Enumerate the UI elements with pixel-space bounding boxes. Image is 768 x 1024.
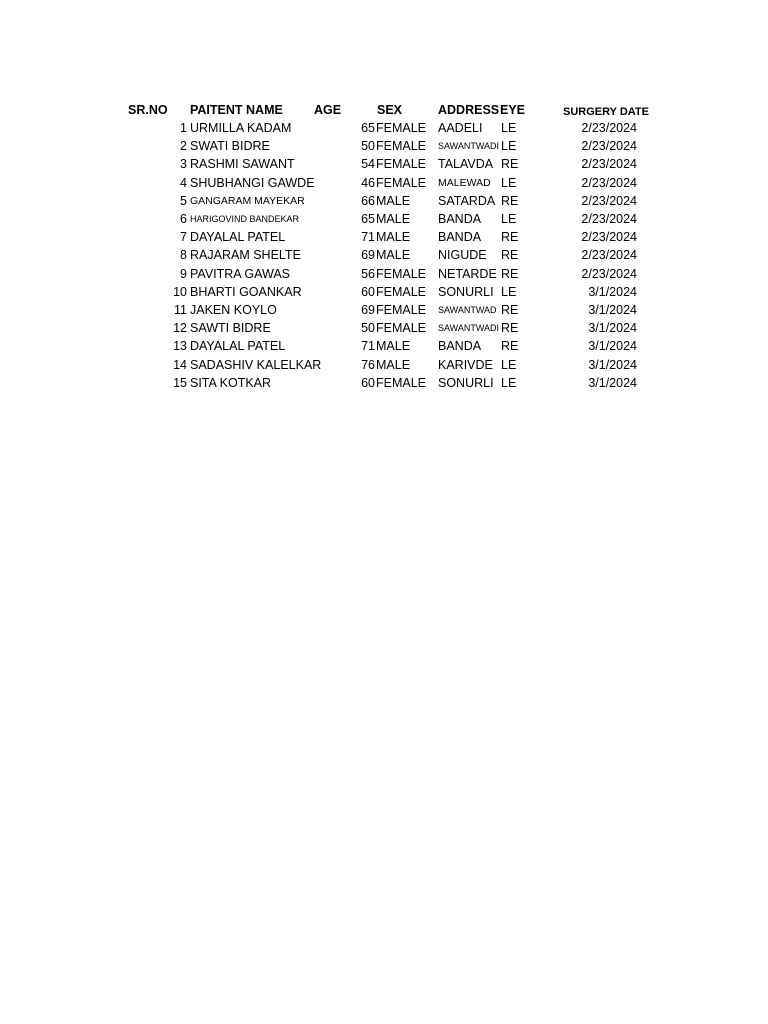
- cell-name: JAKEN KOYLO: [190, 303, 277, 317]
- cell-sex: MALE: [376, 248, 411, 263]
- cell-srno: 12: [173, 321, 187, 336]
- cell-eye: RE: [501, 193, 519, 208]
- header-address: ADDRESS: [438, 103, 500, 117]
- cell-name: URMILLA KADAM: [190, 121, 292, 135]
- cell-eye: RE: [501, 230, 519, 245]
- cell-address: BANDA: [438, 212, 482, 226]
- cell-age: 54: [361, 157, 375, 172]
- cell-age: 69: [361, 303, 375, 317]
- cell-srno: 15: [173, 375, 187, 390]
- cell-sex: MALE: [376, 193, 411, 208]
- cell-name: SADASHIV KALELKAR: [190, 357, 322, 372]
- cell-srno: 6: [180, 212, 187, 226]
- cell-surgery-date: 3/1/2024: [588, 339, 637, 354]
- cell-name: RASHMI SAWANT: [190, 157, 295, 172]
- cell-surgery-date: 2/23/2024: [581, 248, 637, 263]
- cell-surgery-date: 2/23/2024: [581, 193, 637, 208]
- cell-address: SAWANTWADI: [438, 323, 499, 334]
- cell-age: 69: [361, 248, 375, 263]
- cell-eye: LE: [501, 284, 517, 299]
- cell-sex: FEMALE: [376, 375, 427, 390]
- header-eye: EYE: [500, 103, 526, 117]
- cell-srno: 2: [180, 139, 187, 154]
- cell-age: 50: [361, 321, 375, 336]
- cell-srno: 7: [180, 230, 187, 245]
- cell-srno: 8: [180, 248, 187, 263]
- cell-srno: 5: [180, 193, 187, 208]
- cell-srno: 10: [173, 284, 187, 299]
- cell-name: HARIGOVIND BANDEKAR: [190, 214, 300, 224]
- cell-eye: RE: [501, 248, 519, 263]
- cell-address: MALEWAD: [438, 176, 491, 189]
- cell-eye: LE: [501, 121, 517, 135]
- cell-age: 46: [361, 175, 375, 190]
- cell-surgery-date: 3/1/2024: [588, 303, 637, 317]
- header-srno: SR.NO: [128, 103, 168, 117]
- cell-address: NIGUDE: [438, 248, 487, 263]
- cell-surgery-date: 2/23/2024: [581, 266, 637, 281]
- cell-age: 56: [361, 266, 375, 281]
- cell-address: TALAVDA: [438, 157, 494, 172]
- cell-eye: LE: [501, 375, 517, 390]
- cell-eye: LE: [501, 175, 517, 190]
- cell-address: AADELI: [438, 121, 483, 135]
- cell-surgery-date: 2/23/2024: [581, 139, 637, 154]
- cell-eye: RE: [501, 321, 519, 336]
- cell-srno: 9: [180, 266, 187, 281]
- cell-name: PAVITRA GAWAS: [190, 266, 291, 281]
- cell-age: 65: [361, 212, 375, 226]
- header-surgery-date: SURGERY DATE: [563, 106, 649, 118]
- cell-srno: 3: [180, 157, 187, 172]
- cell-address: SAWANTWAD: [438, 305, 497, 315]
- cell-surgery-date: 3/1/2024: [588, 357, 637, 372]
- cell-surgery-date: 2/23/2024: [581, 212, 637, 226]
- cell-age: 60: [361, 375, 375, 390]
- cell-address: SONURLI: [438, 284, 494, 299]
- cell-sex: FEMALE: [376, 175, 427, 190]
- cell-sex: FEMALE: [376, 266, 427, 281]
- cell-name: RAJARAM SHELTE: [190, 248, 301, 263]
- cell-surgery-date: 2/23/2024: [581, 157, 637, 172]
- cell-age: 76: [361, 357, 375, 372]
- cell-name: BHARTI GOANKAR: [190, 284, 302, 299]
- cell-surgery-date: 2/23/2024: [581, 121, 637, 135]
- cell-address: SONURLI: [438, 375, 494, 390]
- cell-sex: MALE: [376, 230, 411, 245]
- cell-age: 65: [361, 121, 375, 135]
- cell-srno: 11: [174, 303, 187, 317]
- cell-eye: LE: [501, 212, 517, 226]
- cell-address: NETARDE: [438, 266, 497, 281]
- header-age: AGE: [314, 103, 342, 117]
- cell-address: SATARDA: [438, 193, 496, 208]
- cell-srno: 4: [180, 175, 187, 190]
- cell-sex: FEMALE: [376, 321, 427, 336]
- cell-surgery-date: 2/23/2024: [581, 230, 637, 245]
- cell-name: SWATI BIDRE: [190, 139, 270, 154]
- cell-age: 71: [361, 230, 375, 245]
- cell-eye: RE: [501, 339, 519, 354]
- cell-sex: MALE: [376, 212, 411, 226]
- cell-name: DAYALAL PATEL: [190, 339, 286, 354]
- cell-eye: RE: [501, 303, 519, 317]
- cell-address: KARIVDE: [438, 357, 493, 372]
- cell-name: SHUBHANGI GAWDE: [190, 175, 315, 190]
- cell-name: GANGARAM MAYEKAR: [190, 194, 305, 207]
- cell-age: 60: [361, 284, 375, 299]
- cell-name: SITA KOTKAR: [190, 375, 272, 390]
- cell-surgery-date: 3/1/2024: [588, 321, 637, 336]
- cell-eye: RE: [501, 266, 519, 281]
- cell-name: DAYALAL PATEL: [190, 230, 286, 245]
- cell-sex: FEMALE: [376, 121, 427, 135]
- cell-eye: LE: [501, 139, 517, 154]
- cell-address: BANDA: [438, 230, 482, 245]
- cell-sex: FEMALE: [376, 139, 427, 154]
- header-name: PAITENT NAME: [190, 103, 283, 117]
- cell-srno: 14: [173, 357, 187, 372]
- cell-address: SAWANTWADI: [438, 141, 499, 152]
- cell-name: SAWTI BIDRE: [190, 321, 271, 336]
- cell-eye: RE: [501, 157, 519, 172]
- cell-age: 50: [361, 139, 375, 154]
- cell-srno: 13: [173, 339, 187, 354]
- cell-surgery-date: 2/23/2024: [581, 175, 637, 190]
- cell-sex: MALE: [376, 357, 411, 372]
- cell-age: 71: [361, 339, 375, 354]
- cell-sex: FEMALE: [376, 303, 427, 317]
- cell-eye: LE: [501, 357, 517, 372]
- cell-srno: 1: [180, 121, 187, 135]
- cell-age: 66: [361, 193, 375, 208]
- header-sex: SEX: [377, 103, 403, 117]
- cell-sex: MALE: [376, 339, 411, 354]
- cell-sex: FEMALE: [376, 284, 427, 299]
- cell-surgery-date: 3/1/2024: [588, 284, 637, 299]
- cell-surgery-date: 3/1/2024: [588, 375, 637, 390]
- cell-address: BANDA: [438, 339, 482, 354]
- cell-sex: FEMALE: [376, 157, 427, 172]
